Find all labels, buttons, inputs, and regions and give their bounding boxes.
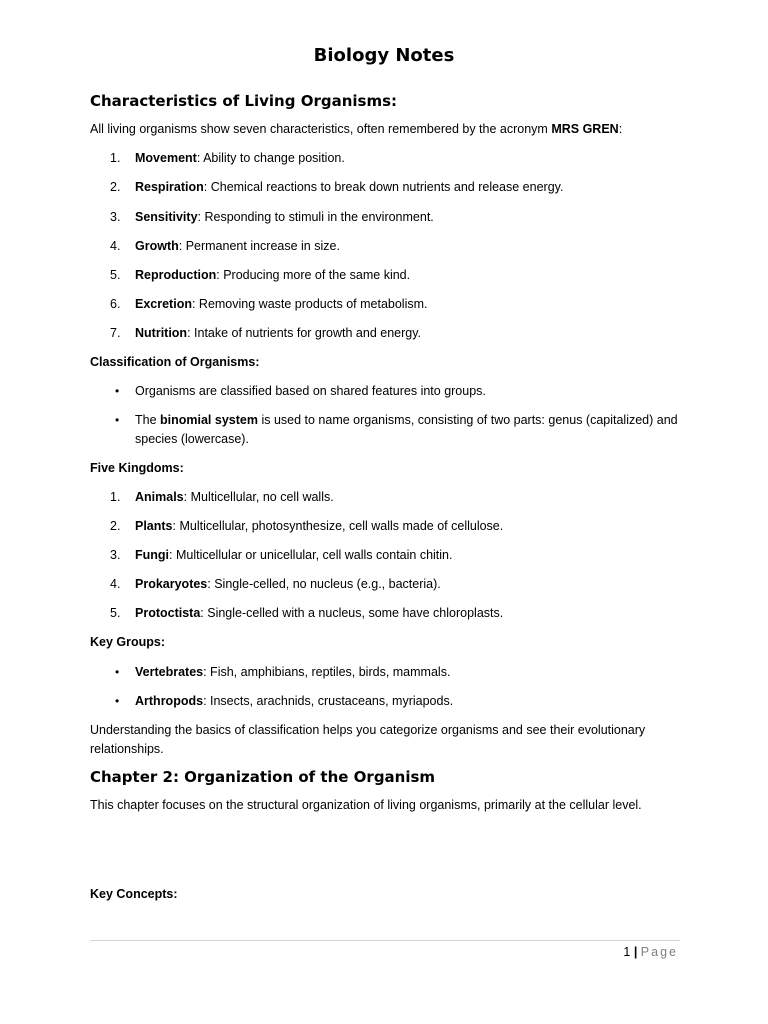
- bullet-text-post: is used to name organisms, consisting of two parts: genus (capitalized) and species (lowercase).: [135, 413, 678, 446]
- bullet-desc: : Fish, amphibians, reptiles, birds, mammals.: [203, 665, 451, 679]
- list-number: 2.: [110, 519, 121, 533]
- list-term: Plants: [135, 519, 173, 533]
- document-title: Biology Notes: [313, 45, 455, 66]
- bullet-item: [115, 411, 685, 449]
- list-number: 5.: [110, 606, 121, 620]
- list-item: [110, 517, 685, 536]
- list-term: Prokaryotes: [135, 577, 208, 591]
- list-item: [110, 488, 685, 507]
- list-desc: : Single-celled, no nucleus (e.g., bacteria).: [207, 577, 441, 591]
- list-term: Protoctista: [135, 606, 201, 620]
- list-item: [110, 295, 685, 314]
- list-number: 3.: [110, 210, 121, 224]
- list-item: [110, 324, 685, 343]
- list-desc: : Single-celled with a nucleus, some have chloroplasts.: [200, 606, 504, 620]
- list-desc: : Responding to stimuli in the environment.: [197, 210, 434, 224]
- list-number: 4.: [110, 239, 121, 253]
- bullet-term: Arthropods: [135, 694, 204, 708]
- list-desc: : Multicellular or unicellular, cell walls contain chitin.: [169, 548, 453, 562]
- intro-paragraph: [90, 120, 690, 139]
- list-number: 1.: [110, 490, 121, 504]
- bullet-term: binomial system: [160, 413, 258, 427]
- bullet-item: [115, 692, 685, 711]
- bullet-text: Organisms are classified based on shared features into groups.: [135, 384, 486, 398]
- bullet-icon: •: [115, 384, 120, 398]
- bullet-icon: •: [115, 413, 120, 427]
- list-term: Respiration: [135, 180, 204, 194]
- list-number: 3.: [110, 548, 121, 562]
- list-number: 1.: [110, 151, 121, 165]
- list-number: 7.: [110, 326, 121, 340]
- bullet-desc: : Insects, arachnids, crustaceans, myriapods.: [203, 694, 454, 708]
- page-number: 1: [623, 945, 631, 959]
- list-desc: : Chemical reactions to break down nutrients and release energy.: [203, 180, 564, 194]
- list-term: Nutrition: [135, 326, 188, 340]
- list-item: [110, 266, 685, 285]
- list-desc: : Intake of nutrients for growth and energy.: [187, 326, 422, 340]
- subheading-key-groups: Key Groups:: [90, 635, 166, 649]
- list-desc: : Permanent increase in size.: [178, 239, 340, 253]
- list-term: Excretion: [135, 297, 192, 311]
- list-item: [110, 208, 685, 227]
- page-footer: [623, 943, 678, 961]
- chapter-intro-paragraph: This chapter focuses on the structural organization of living organisms, primarily at the cellular level.: [90, 798, 642, 812]
- list-desc: : Multicellular, no cell walls.: [183, 490, 334, 504]
- list-term: Fungi: [135, 548, 170, 562]
- list-number: 2.: [110, 180, 121, 194]
- list-desc: : Ability to change position.: [196, 151, 345, 165]
- chapter-heading: Chapter 2: Organization of the Organism: [90, 768, 436, 786]
- subheading-key-concepts: Key Concepts:: [90, 887, 178, 901]
- list-number: 5.: [110, 268, 121, 282]
- list-term: Animals: [135, 490, 184, 504]
- intro-acronym: MRS GREN: [551, 122, 619, 136]
- list-item: [110, 546, 685, 565]
- subheading-classification: Classification of Organisms:: [90, 355, 260, 369]
- list-number: 4.: [110, 577, 121, 591]
- list-desc: : Producing more of the same kind.: [216, 268, 411, 282]
- list-number: 6.: [110, 297, 121, 311]
- footer-separator: |: [633, 945, 638, 959]
- intro-tail: :: [618, 122, 623, 136]
- list-item: [110, 237, 685, 256]
- list-desc: : Removing waste products of metabolism.: [191, 297, 428, 311]
- bullet-text-pre: The: [135, 413, 161, 427]
- list-item: [110, 604, 685, 623]
- bullet-term: Vertebrates: [135, 665, 204, 679]
- bullet-item: [115, 663, 685, 682]
- list-term: Reproduction: [135, 268, 217, 282]
- bullet-item: [115, 382, 685, 401]
- list-term: Sensitivity: [135, 210, 198, 224]
- bullet-icon: •: [115, 665, 120, 679]
- list-desc: : Multicellular, photosynthesize, cell walls made of cellulose.: [172, 519, 504, 533]
- summary-paragraph: Understanding the basics of classification helps you categorize organisms and see their evolutionary relationships.: [90, 723, 646, 756]
- footer-divider: [90, 940, 680, 941]
- intro-text: All living organisms show seven characteristics, often remembered by the acronym: [90, 122, 552, 136]
- page-label: Page: [640, 945, 678, 959]
- section-heading-characteristics: Characteristics of Living Organisms:: [90, 92, 398, 110]
- list-term: Growth: [135, 239, 179, 253]
- subheading-kingdoms: Five Kingdoms:: [90, 461, 184, 475]
- list-term: Movement: [135, 151, 197, 165]
- list-item: [110, 178, 685, 197]
- list-item: [110, 149, 685, 168]
- bullet-icon: •: [115, 694, 120, 708]
- list-item: [110, 575, 685, 594]
